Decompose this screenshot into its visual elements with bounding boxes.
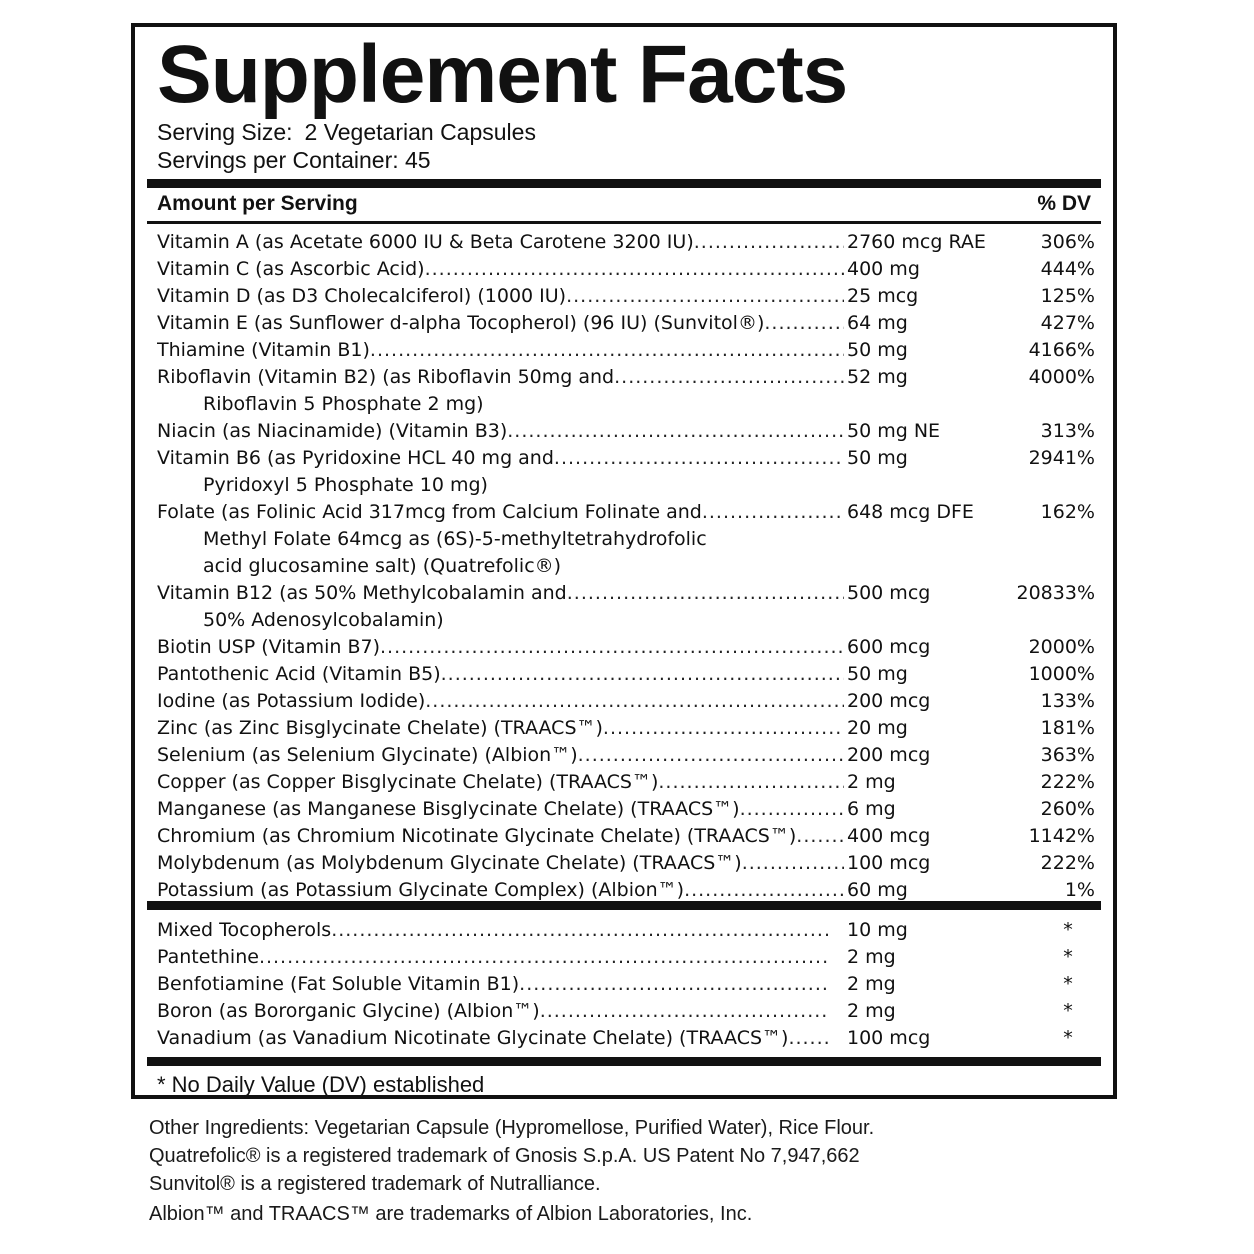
nutrient-amount: 50 mg xyxy=(847,339,908,361)
nutrient-name-text: Thiamine (Vitamin B1) xyxy=(157,339,370,361)
dot-leader xyxy=(694,229,844,256)
nutrient-name xyxy=(157,742,844,769)
nutrient-name-line xyxy=(157,850,844,877)
serving-size-value: 2 Vegetarian Capsules xyxy=(304,119,536,145)
other-nutrient-row xyxy=(135,971,1113,998)
dot-leader xyxy=(788,1025,829,1052)
nutrient-name-text: Vitamin B12 (as 50% Methylcobalamin and xyxy=(157,582,567,604)
nutrient-name xyxy=(157,1025,829,1052)
nutrient-amount: 25 mcg xyxy=(847,285,919,307)
dot-leader xyxy=(259,944,829,971)
header-divider xyxy=(147,221,1101,224)
panel-title: Supplement Facts xyxy=(157,29,848,120)
nutrient-name xyxy=(157,499,844,580)
nutrient-row xyxy=(135,742,1113,769)
nutrient-name-line xyxy=(157,418,844,445)
nutrient-amount: 20 mg xyxy=(847,717,908,739)
nutrient-name-continuation: acid glucosamine salt) (Quatrefolic®) xyxy=(203,555,562,577)
nutrient-dv: 222% xyxy=(1040,852,1095,874)
amount-per-serving-header: Amount per Serving xyxy=(157,192,358,215)
nutrient-amount: 200 mcg xyxy=(847,690,931,712)
nutrient-name-line xyxy=(157,971,829,998)
nutrient-name-line xyxy=(157,715,844,742)
nutrient-name xyxy=(157,580,844,634)
dot-leader xyxy=(742,850,844,877)
nutrient-amount: 2 mg xyxy=(847,946,896,968)
nutrient-row xyxy=(135,418,1113,445)
nutrient-name-text: Vitamin E (as Sunflower d-alpha Tocopherol) (96 IU) (Sunvitol®) xyxy=(157,312,765,334)
nutrient-list xyxy=(135,229,1113,904)
nutrient-dv: 313% xyxy=(1040,420,1095,442)
nutrient-name xyxy=(157,715,844,742)
other-nutrient-row xyxy=(135,917,1113,944)
servings-per-container: Servings per Container: 45 xyxy=(157,147,431,173)
nutrient-name xyxy=(157,877,844,904)
dot-leader xyxy=(566,283,844,310)
nutrient-name-text: Mixed Tocopherols xyxy=(157,919,332,941)
nutrient-name xyxy=(157,445,844,499)
nutrient-dv: 427% xyxy=(1040,312,1095,334)
no-dv-asterisk: * xyxy=(1063,946,1073,968)
nutrient-name-line xyxy=(157,283,844,310)
bottom-divider xyxy=(147,1057,1101,1066)
nutrient-dv: 20833% xyxy=(1016,582,1095,604)
dot-leader xyxy=(540,998,829,1025)
nutrient-name xyxy=(157,661,844,688)
nutrient-row xyxy=(135,229,1113,256)
nutrient-name xyxy=(157,850,844,877)
nutrient-name xyxy=(157,337,844,364)
nutrient-name xyxy=(157,364,844,418)
nutrient-name-text: Folate (as Folinic Acid 317mcg from Calcium Folinate and xyxy=(157,501,702,523)
nutrient-name-text: Benfotiamine (Fat Soluble Vitamin B1) xyxy=(157,973,520,995)
nutrient-amount: 200 mcg xyxy=(847,744,931,766)
dot-leader xyxy=(658,769,844,796)
nutrient-name xyxy=(157,944,829,971)
dot-leader xyxy=(702,499,844,526)
nutrient-name-text: Pantethine xyxy=(157,946,259,968)
nutrient-name-line xyxy=(157,877,844,904)
nutrient-row xyxy=(135,661,1113,688)
nutrient-name-text: Vanadium (as Vanadium Nicotinate Glycinate Chelate) (TRAACS™) xyxy=(157,1027,789,1049)
nutrient-name-line xyxy=(157,917,829,944)
dot-leader xyxy=(554,445,844,472)
nutrient-row xyxy=(135,796,1113,823)
nutrient-name xyxy=(157,229,844,256)
nutrient-name xyxy=(157,796,844,823)
no-dv-asterisk: * xyxy=(1063,919,1073,941)
supplement-facts-panel xyxy=(131,23,1117,1099)
nutrient-dv: 363% xyxy=(1040,744,1095,766)
nutrient-amount: 2 mg xyxy=(847,1000,896,1022)
nutrient-row xyxy=(135,634,1113,661)
nutrient-row xyxy=(135,364,1113,418)
nutrient-name xyxy=(157,310,844,337)
dv-header: % DV xyxy=(1037,192,1091,215)
nutrient-name-line xyxy=(157,998,829,1025)
nutrient-name-text: Boron (as Bororganic Glycine) (Albion™) xyxy=(157,1000,540,1022)
trademark-albion: Albion™ and TRAACS™ are trademarks of Albion Laboratories, Inc. xyxy=(149,1203,753,1225)
nutrient-name-line xyxy=(157,337,844,364)
nutrient-amount: 60 mg xyxy=(847,879,908,901)
nutrient-name xyxy=(157,998,829,1025)
dot-leader xyxy=(684,877,844,904)
nutrient-row xyxy=(135,283,1113,310)
nutrient-amount: 600 mcg xyxy=(847,636,931,658)
nutrient-name-line xyxy=(157,229,844,256)
nutrient-name-text: Niacin (as Niacinamide) (Vitamin B3) xyxy=(157,420,508,442)
dot-leader xyxy=(764,310,844,337)
nutrient-row xyxy=(135,445,1113,499)
nutrient-dv: 1000% xyxy=(1028,663,1095,685)
dot-leader xyxy=(740,796,844,823)
nutrient-amount: 648 mcg DFE xyxy=(847,501,974,523)
nutrient-amount: 50 mg xyxy=(847,447,908,469)
nutrient-amount: 400 mcg xyxy=(847,825,931,847)
nutrient-amount: 52 mg xyxy=(847,366,908,388)
nutrient-name-line xyxy=(157,310,844,337)
nutrient-name-line xyxy=(157,944,829,971)
nutrient-amount: 2760 mcg RAE xyxy=(847,231,986,253)
nutrient-name-text: Copper (as Copper Bisglycinate Chelate) (TRAACS™) xyxy=(157,771,659,793)
nutrient-name-text: Potassium (as Potassium Glycinate Complex) (Albion™) xyxy=(157,879,685,901)
nutrient-amount: 10 mg xyxy=(847,919,908,941)
dot-leader xyxy=(578,742,844,769)
dot-leader xyxy=(425,688,844,715)
nutrient-amount: 100 mcg xyxy=(847,852,931,874)
nutrient-name-line xyxy=(157,364,844,391)
nutrient-name-text: Zinc (as Zinc Bisglycinate Chelate) (TRAACS™) xyxy=(157,717,603,739)
nutrient-row xyxy=(135,580,1113,634)
nutrient-name xyxy=(157,769,844,796)
nutrient-dv: 162% xyxy=(1040,501,1095,523)
dot-leader xyxy=(331,917,829,944)
nutrient-name-text: Pantothenic Acid (Vitamin B5) xyxy=(157,663,441,685)
nutrient-name xyxy=(157,634,844,661)
dot-leader xyxy=(614,364,844,391)
nutrient-name-line xyxy=(157,634,844,661)
nutrient-row xyxy=(135,715,1113,742)
trademark-quatrefolic: Quatrefolic® is a registered trademark of Gnosis S.p.A. US Patent No 7,947,662 xyxy=(149,1145,860,1167)
other-nutrient-row xyxy=(135,998,1113,1025)
nutrient-name-line xyxy=(157,1025,829,1052)
nutrient-dv: 125% xyxy=(1040,285,1095,307)
nutrient-name-line xyxy=(157,256,844,283)
nutrient-dv: 4000% xyxy=(1028,366,1095,388)
nutrient-name-line xyxy=(157,823,844,850)
dot-leader xyxy=(441,661,844,688)
nutrient-row xyxy=(135,256,1113,283)
nutrient-row xyxy=(135,499,1113,580)
nutrient-name-text: Vitamin D (as D3 Cholecalciferol) (1000 IU) xyxy=(157,285,567,307)
no-dv-asterisk: * xyxy=(1063,1000,1073,1022)
serving-size xyxy=(157,118,536,146)
nutrient-row xyxy=(135,310,1113,337)
nutrient-name-text: Biotin USP (Vitamin B7) xyxy=(157,636,380,658)
serving-size-label: Serving Size: xyxy=(157,119,293,145)
other-nutrient-list xyxy=(135,917,1113,1052)
nutrient-amount: 2 mg xyxy=(847,771,896,793)
nutrient-name xyxy=(157,823,844,850)
nutrient-dv: 1% xyxy=(1064,879,1095,901)
nutrient-name-text: Vitamin B6 (as Pyridoxine HCL 40 mg and xyxy=(157,447,554,469)
nutrient-row xyxy=(135,688,1113,715)
other-nutrient-row xyxy=(135,944,1113,971)
nutrient-amount: 50 mg xyxy=(847,663,908,685)
nutrient-row xyxy=(135,337,1113,364)
nutrient-dv: 1142% xyxy=(1028,825,1095,847)
nutrient-name-text: Iodine (as Potassium Iodide) xyxy=(157,690,426,712)
nutrient-name xyxy=(157,971,829,998)
nutrient-name-line xyxy=(157,499,844,526)
dot-leader xyxy=(425,256,844,283)
section-divider xyxy=(147,901,1101,910)
nutrient-dv: 133% xyxy=(1040,690,1095,712)
dot-leader xyxy=(519,971,829,998)
nutrient-dv: 2941% xyxy=(1028,447,1095,469)
nutrient-amount: 6 mg xyxy=(847,798,896,820)
nutrient-dv: 2000% xyxy=(1028,636,1095,658)
nutrient-amount: 500 mcg xyxy=(847,582,931,604)
nutrient-name-line xyxy=(157,769,844,796)
nutrient-row xyxy=(135,850,1113,877)
no-dv-asterisk: * xyxy=(1063,1027,1073,1049)
no-dv-asterisk: * xyxy=(1063,973,1073,995)
nutrient-name-text: Manganese (as Manganese Bisglycinate Chelate) (TRAACS™) xyxy=(157,798,740,820)
nutrient-name-continuation: 50% Adenosylcobalamin) xyxy=(203,609,444,631)
other-nutrient-row xyxy=(135,1025,1113,1052)
nutrient-dv: 181% xyxy=(1040,717,1095,739)
nutrient-name-text: Riboflavin (Vitamin B2) (as Riboflavin 50mg and xyxy=(157,366,615,388)
dot-leader xyxy=(603,715,844,742)
dot-leader xyxy=(380,634,844,661)
nutrient-name-line xyxy=(157,796,844,823)
nutrient-name-line xyxy=(157,580,844,607)
nutrient-name-text: Chromium (as Chromium Nicotinate Glycinate Chelate) (TRAACS™) xyxy=(157,825,797,847)
nutrient-amount: 50 mg NE xyxy=(847,420,941,442)
nutrient-name-text: Molybdenum (as Molybdenum Glycinate Chelate) (TRAACS™) xyxy=(157,852,742,874)
nutrient-name xyxy=(157,256,844,283)
nutrient-name xyxy=(157,688,844,715)
nutrient-amount: 100 mcg xyxy=(847,1027,931,1049)
nutrient-row xyxy=(135,823,1113,850)
nutrient-amount: 2 mg xyxy=(847,973,896,995)
nutrient-dv: 306% xyxy=(1040,231,1095,253)
nutrient-dv: 4166% xyxy=(1028,339,1095,361)
nutrient-name-line xyxy=(157,445,844,472)
nutrient-name xyxy=(157,917,829,944)
nutrient-name-line xyxy=(157,742,844,769)
other-ingredients-line: Other Ingredients: Vegetarian Capsule (Hypromellose, Purified Water), Rice Flour. xyxy=(149,1117,875,1139)
nutrient-name-line xyxy=(157,688,844,715)
nutrient-dv: 444% xyxy=(1040,258,1095,280)
nutrient-dv: 260% xyxy=(1040,798,1095,820)
nutrient-name-text: Vitamin A (as Acetate 6000 IU & Beta Carotene 3200 IU) xyxy=(157,231,694,253)
nutrient-name-text: Selenium (as Selenium Glycinate) (Albion™) xyxy=(157,744,578,766)
nutrient-row xyxy=(135,769,1113,796)
dot-leader xyxy=(370,337,844,364)
nutrient-name-continuation: Methyl Folate 64mcg as (6S)-5-methyltetrahydrofolic xyxy=(203,528,707,550)
nutrient-name-continuation: Pyridoxyl 5 Phosphate 10 mg) xyxy=(203,474,488,496)
nutrient-amount: 64 mg xyxy=(847,312,908,334)
nutrient-name-text: Vitamin C (as Ascorbic Acid) xyxy=(157,258,425,280)
nutrient-name xyxy=(157,418,844,445)
nutrient-name xyxy=(157,283,844,310)
trademark-sunvitol: Sunvitol® is a registered trademark of Nutralliance. xyxy=(149,1173,601,1195)
nutrient-name-line xyxy=(157,661,844,688)
dot-leader xyxy=(507,418,844,445)
nutrient-amount: 400 mg xyxy=(847,258,920,280)
nutrient-dv: 222% xyxy=(1040,771,1095,793)
dot-leader xyxy=(567,580,844,607)
nutrient-row xyxy=(135,877,1113,904)
nutrient-name-continuation: Riboflavin 5 Phosphate 2 mg) xyxy=(203,393,484,415)
dot-leader xyxy=(796,823,844,850)
dv-footnote: * No Daily Value (DV) established xyxy=(157,1072,485,1097)
